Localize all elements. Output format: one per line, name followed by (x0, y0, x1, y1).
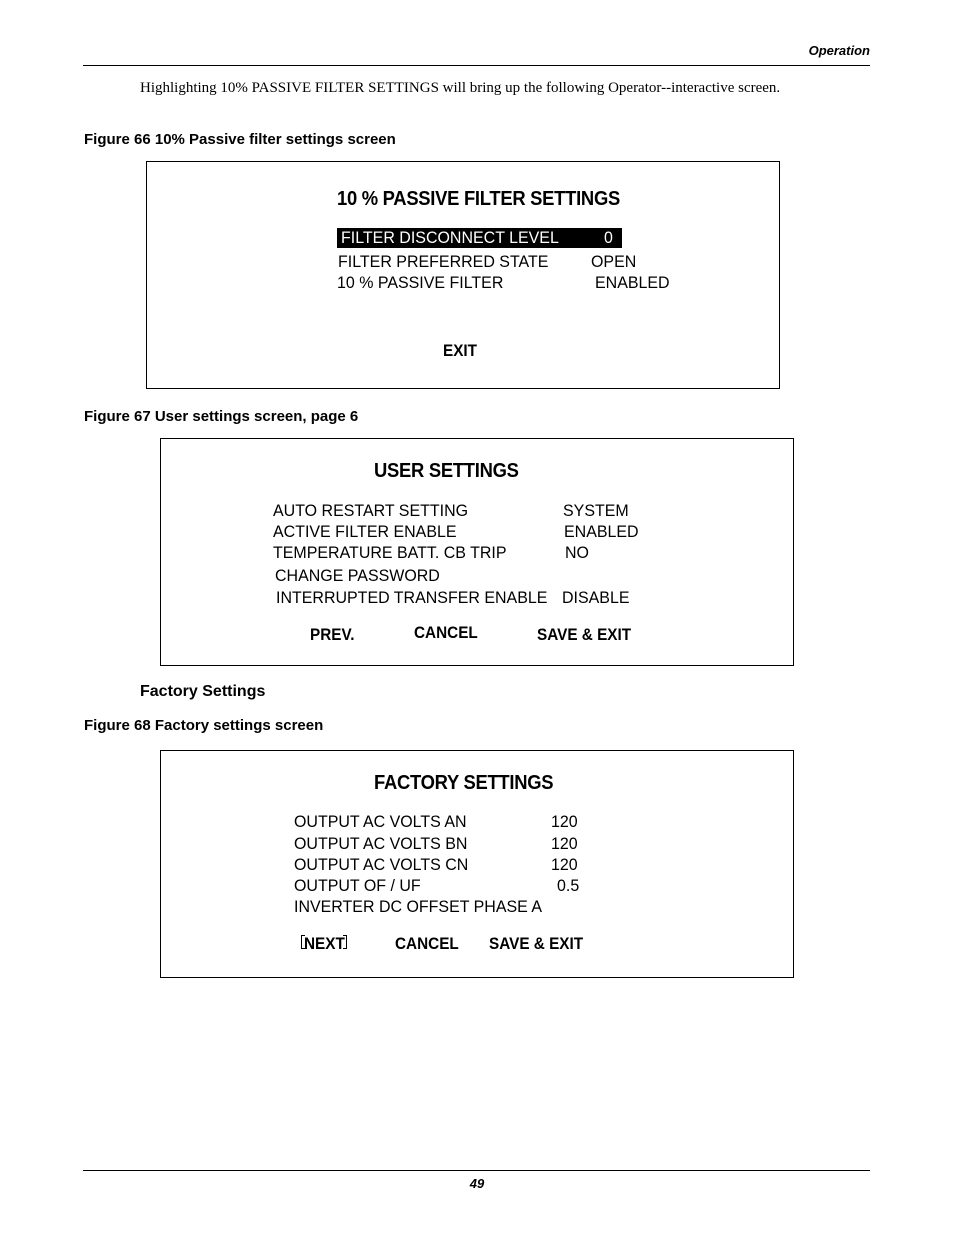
row-value: DISABLE (562, 588, 630, 607)
running-header-section: Operation (808, 43, 870, 58)
next-button[interactable] (301, 933, 349, 957)
row-label[interactable]: OUTPUT AC VOLTS BN (294, 834, 468, 853)
row-label[interactable]: OUTPUT OF / UF (294, 876, 421, 895)
row-value: OPEN (591, 252, 637, 271)
row-label[interactable]: INVERTER DC OFFSET PHASE A (294, 897, 543, 916)
row-label[interactable]: INTERRUPTED TRANSFER ENABLE (276, 588, 548, 607)
row-value: 120 (551, 834, 578, 853)
prev-button[interactable]: PREV. (310, 625, 355, 644)
row-label[interactable]: AUTO RESTART SETTING (273, 501, 469, 520)
next-button-label: NEXT (304, 934, 345, 953)
row-value: 120 (551, 855, 578, 874)
screen-title: 10 % PASSIVE FILTER SETTINGS (337, 188, 620, 210)
row-value: ENABLED (595, 273, 670, 292)
figure-66-caption: Figure 66 10% Passive filter settings screen (84, 131, 396, 148)
cancel-button[interactable]: CANCEL (414, 623, 478, 642)
row-label[interactable]: 10 % PASSIVE FILTER (337, 273, 504, 292)
screen-title: FACTORY SETTINGS (374, 772, 554, 794)
page-number: 49 (469, 1176, 485, 1191)
figure-68-caption: Figure 68 Factory settings screen (84, 717, 324, 734)
factory-settings-screen (160, 750, 794, 978)
save-exit-button[interactable]: SAVE & EXIT (537, 625, 632, 644)
cancel-button[interactable]: CANCEL (395, 934, 459, 953)
row-label[interactable]: ACTIVE FILTER ENABLE (273, 522, 457, 541)
row-label[interactable]: OUTPUT AC VOLTS CN (294, 855, 469, 874)
row-label[interactable]: TEMPERATURE BATT. CB TRIP (273, 543, 507, 562)
row-value: 120 (551, 812, 578, 831)
row-label[interactable]: OUTPUT AC VOLTS AN (294, 812, 467, 831)
row-label[interactable]: FILTER PREFERRED STATE (338, 252, 549, 271)
exit-button[interactable]: EXIT (443, 341, 478, 360)
row-value: ENABLED (564, 522, 639, 541)
row-value: 0 (604, 228, 613, 247)
screen-title: USER SETTINGS (374, 460, 519, 482)
figure-67-caption: Figure 67 User settings screen, page 6 (84, 408, 359, 425)
header-rule (83, 65, 870, 66)
row-label[interactable]: CHANGE PASSWORD (275, 566, 440, 585)
row-label: FILTER DISCONNECT LEVEL (341, 228, 559, 247)
highlighted-row-bar[interactable] (337, 228, 622, 248)
row-value: SYSTEM (563, 501, 629, 520)
factory-settings-heading: Factory Settings (140, 683, 266, 700)
footer-rule (83, 1170, 870, 1171)
selection-bracket-right-icon (343, 935, 347, 949)
row-value: NO (565, 543, 589, 562)
save-exit-button[interactable]: SAVE & EXIT (489, 934, 584, 953)
user-settings-screen (160, 438, 794, 666)
passive-filter-settings-screen (146, 161, 780, 389)
intro-paragraph: Highlighting 10% PASSIVE FILTER SETTINGS will bring up the following Operator--interactive screen. (140, 80, 781, 96)
row-value: 0.5 (557, 876, 580, 895)
